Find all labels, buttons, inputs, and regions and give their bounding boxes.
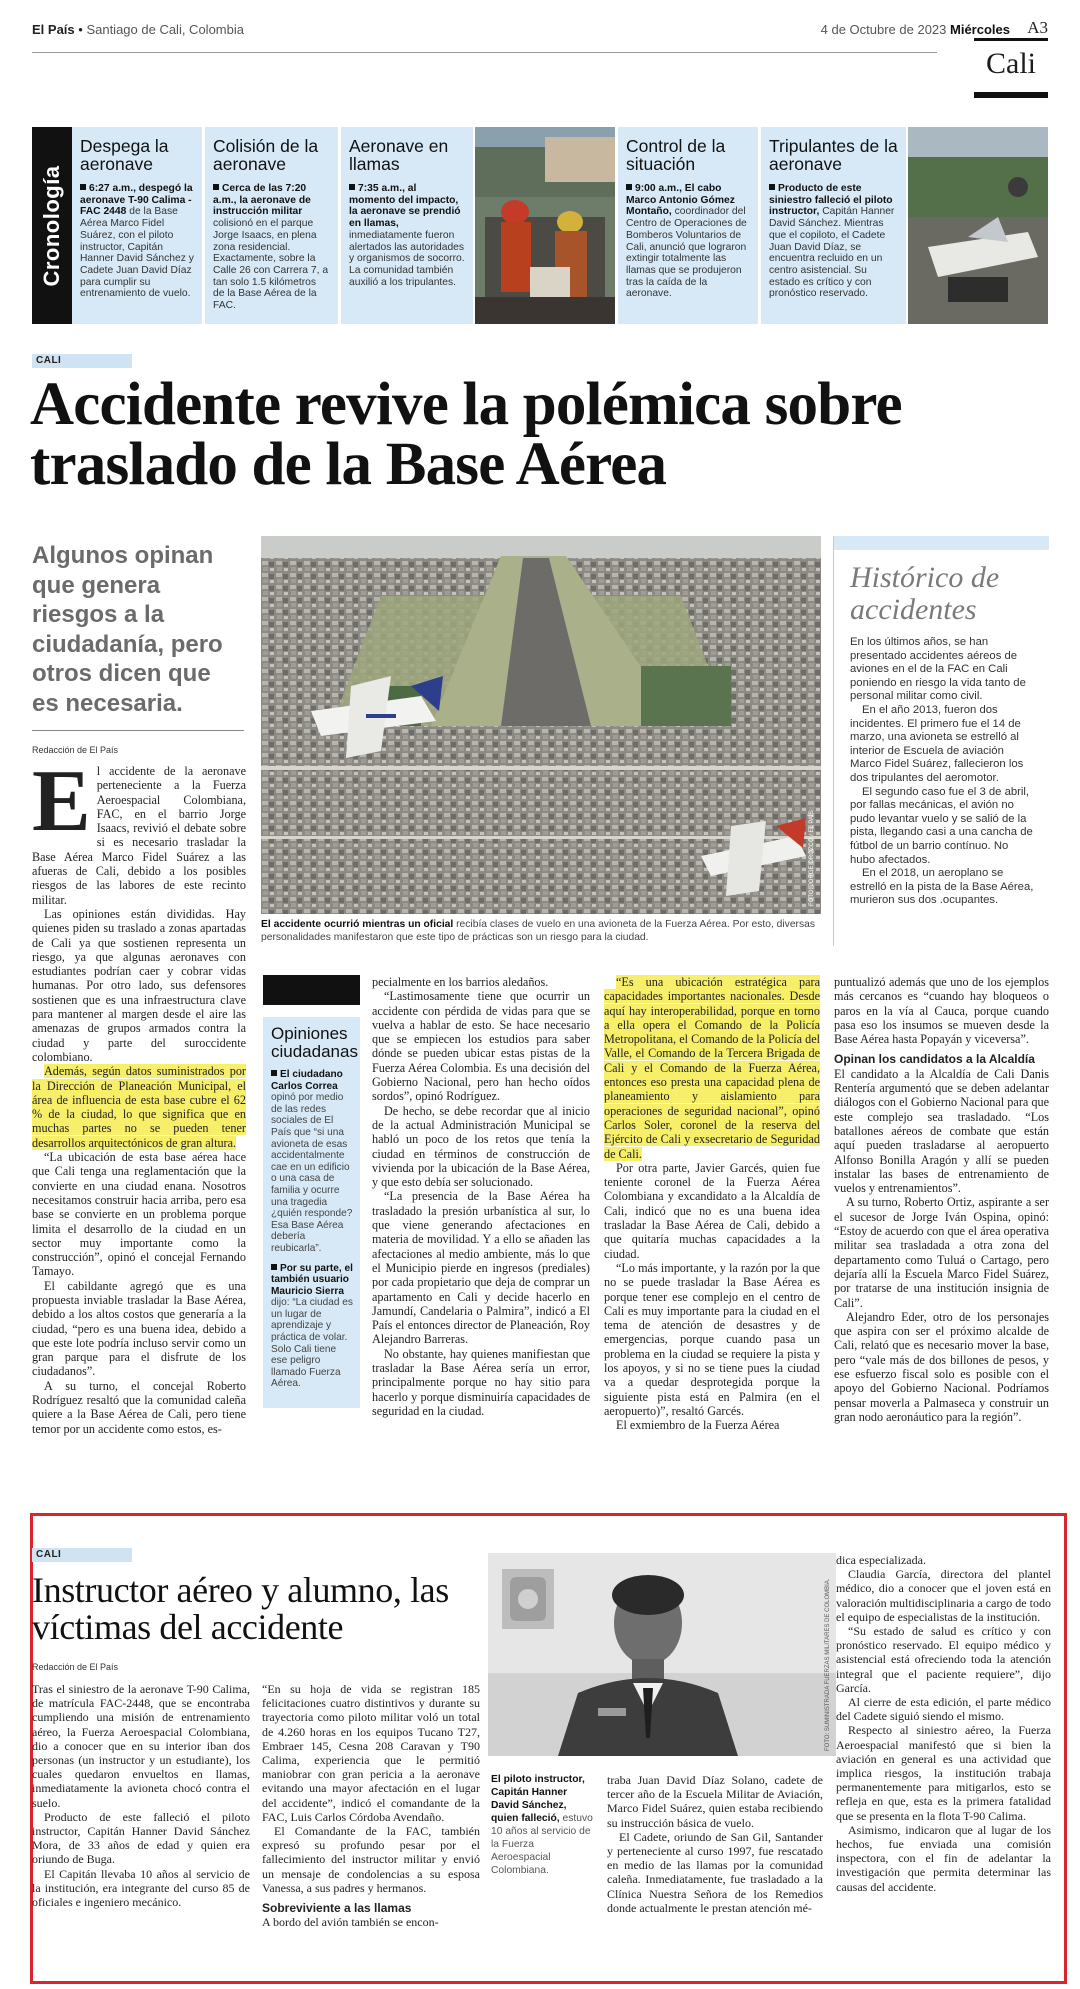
masthead-date: [821, 22, 1010, 37]
opinions-title: Opiniones ciudadanas: [271, 1024, 358, 1061]
section-bar: [974, 92, 1048, 98]
paragraph: “La presencia de la Base Aérea ha trasladado la presión urbanística al sur, lo que viene generando afectaciones en materia de movilidad. Y a ello se añaden las afectaciones al medio ambiente, más lo que el Municipio pierde en ingresos (prediales) por cada propietario que deja de comprar un apartamento en Cali y decide hacerlo en Jamundí, Candelaria o Palmira”, indicó a El País el entonces director de Planeación, Roy Alejandro Barreras.: [372, 1189, 590, 1347]
chronology-item-title: Tripulantes de la aeronave: [769, 136, 898, 174]
subheading: Sobreviviente a las llamas: [262, 1901, 412, 1916]
opinions-bar: [263, 975, 360, 1005]
paragraph: El cabildante agregó que es una propuesta inviable trasladar la Base Aérea, debido a los altos costos que generaría a la ciudad, “pero es una buena idea, debido a que este lote podría incluso servir como un gran parque para el disfrute de los ciudadanos”.: [32, 1278, 246, 1379]
paragraph: [604, 975, 820, 1161]
chronology-label: Cronología: [32, 127, 72, 324]
chronology-item-text: 9:00 a.m., El cabo Marco Antonio Gómez Montaño, coordinador del Centro de Operaciones de Bomberos Voluntarios de Cali, anunció que lograron extingir totalmente las llamas que se produjeron tras la caída de la aeronave.: [626, 183, 747, 300]
subheading: Opinan los candidatos a la Alcaldía: [834, 1052, 1035, 1067]
paragraph: traba Juan David Díaz Solano, cadete de tercer año de la Escuela Militar de Aviación, Marco Fidel Suárez, quien estaba recibiendo su instrucción básica de vuelo.: [607, 1773, 823, 1830]
firefighters-photo: [475, 127, 615, 324]
article-column-3: [604, 975, 820, 1433]
paragraph: El exmiembro de la Fuerza Aérea: [616, 1418, 780, 1433]
chronology-item: [205, 127, 338, 324]
paragraph: Respecto al siniestro aéreo, la Fuerza Aeroespacial manifestó que si bien la aviación en general es una actividad que implica riesgos, la institución trabaja permanentemente para mitigarlos, esto se refleja en que, esta es la primera fatalidad que se presenta en la flota T-90 Calima.: [836, 1723, 1051, 1823]
paragraph: A su turno, Roberto Ortiz, aspirante a ser el sucesor de Jorge Iván Ospina, opinó: “Estoy de acuerdo con que el área operativa militar sea trasladada a otra zona del departamento como Tuluá o Cartago, pero dejaría allí la Escuela Marco Fidel Suárez, por tratarse de una institución insignia de Cali”.: [834, 1195, 1049, 1310]
second-column-3: [607, 1773, 823, 1915]
second-column-4: [836, 1553, 1051, 1894]
airbase-aerial-photo: [261, 536, 821, 914]
paragraph: El accidente de la aeronave perteneciente a la Fuerza Aeroespacial Colombiana, FAC, en el barrio Jorge Isaacs, revivió el debate sobre si es necesario trasladar la Base Aérea Marco Fidel Suárez a las afueras de Cali, debido a los posibles riesgos de las labores de este recinto militar.: [32, 753, 246, 907]
chronology-item: [618, 127, 758, 324]
paragraph: [32, 1064, 246, 1150]
highlighted-text: Además, según datos suministrados por la Dirección de Planeación Municipal, el área de influencia de esta base cubre el 62 % de la ciudad, lo que significa que en muchas partes no se pueden tener desarrollos arquitectónicos de gran altura.: [32, 1064, 246, 1150]
city: Santiago de Cali, Colombia: [86, 22, 244, 37]
paragraph: dica especializada.: [836, 1553, 926, 1567]
photo-credit: FOTO: JORGE OROZCO / EL PAÍS: [809, 810, 815, 906]
paragraph: “Lo más importante, y la razón por la que no se puede trasladar la Base Aérea es porque tener ese complejo en el centro de Cali es muy importante para la ciudad en el tema de atención de desastres y de emergencias, porque cuando pasa un problema en la ciudad se requiere la pista y los apoyos, y si no se tiene pues la ciudad va a quedar desprotegida porque la siguiente pista está en Palmira (en el aeropuerto)”, resaltó Garcés.: [604, 1260, 820, 1418]
history-sidebar: [834, 536, 1049, 946]
opinion-item: El ciudadano Carlos Correa opinó por medio de las redes sociales de El País que “si una avioneta de esas accidentalmente cae en un edificio o una casa de familia y ocurre una tragedia ¿quién responde? Esa Base Aérea debería reubicarla”.: [271, 1069, 353, 1254]
opinion-item: Por su parte, el también usuario Mauricio Sierra dijo: “La ciudad es un lugar de aprendizaje y práctica de volar. Solo Cali tiene ese peligro llamado Fuerza Aérea.: [271, 1262, 353, 1390]
sidebar-title: Histórico de accidentes: [850, 561, 1000, 626]
paragraph: De hecho, se debe recordar que al inicio de la actual Administración Municipal se habló un poco de los retos que tenía la ciudad en términos de construcción de vivienda por la ubicación de la Base Aérea, y que esto debía ser solucionado.: [372, 1103, 590, 1190]
paragraph: “La ubicación de esta base aérea hace que Cali tenga una reglamentación que la convierte en una ciudad enana. Nosotros necesitamos construir hacia arriba, pero esa base se convierte en un problema porque limita el desarrollo de la ciudad en un sector muy importante como la construcción”, opinó el concejal Fernando Tamayo.: [32, 1150, 246, 1279]
second-headline: Instructor aéreo y alumno, las víctimas del accidente: [32, 1570, 449, 1647]
second-column-1: [32, 1682, 250, 1909]
section-tag: CALI: [32, 1548, 132, 1562]
paragraph: A su turno, el concejal Roberto Rodríguez resaltó que la comunidad caleña quiere a la Base Aérea de Cali, pero tiene temor por un accidente como estos, es-: [32, 1378, 246, 1436]
sidebar-text: [834, 636, 1049, 908]
article-column-4: [834, 975, 1049, 1424]
chronology-item-title: Despega la aeronave: [80, 136, 169, 174]
paper-name: El País: [32, 22, 75, 37]
paragraph: Asimismo, indicaron que al lugar de los hechos, fue enviada una comisión inspectora, con el fin de adelantar la investigación que permita determinar las causas del accidente.: [836, 1822, 1051, 1894]
main-headline: Accidente revive la polémica sobre traslado de la Base Aérea: [30, 371, 902, 498]
highlighted-text: “Es una ubicación estratégica para capacidades importantes nacionales. Desde aquí hay interoperabilidad, porque en torno a ella opera el Comando de la Policía Metropolitana, el Comando de la Policía del Valle, el Comando de la Tercera Brigada de Cali y el Comando de la Fuerza Aérea, entonces eso presta una capacidad plena de planeamiento y aislamiento para operaciones de seguridad nacional”, opinó Carlos Soler, coronel de la reserva del Ejército de Cali y exsecretario de Seguridad de Cali.: [604, 975, 820, 1161]
article-column-1: [32, 753, 246, 1436]
paragraph: “Lastimosamente tiene que ocurrir un accidente con pérdida de vidas para que se vuelva a hablar de esto. Se hace necesario que se empiecen los estudios para saber dónde se pueden ubicar estas pistas de la Fuerza Aérea Colombia. Es una decisión del Gobierno Nacional, pero han hecho oídos sordos”, opinó Rodríguez.: [372, 989, 590, 1104]
weekday: Miércoles: [950, 22, 1010, 37]
section-label: [974, 38, 1048, 98]
paragraph: El Comandante de la FAC, también expresó su profundo pesar por el fallecimiento del instructor militar y envió un mensaje de condolencias a su esposa Vanessa, a sus padres y hermanos.: [262, 1824, 480, 1895]
chronology-item-text: Cerca de las 7:20 a.m., la aeronave de instrucción militar colisionó en el parque Jorge Isaacs, en plena zona residencial. Exactamente, sobre la Calle 26 con Carrera 7, a tan solo 1.5 kilómetros de la Base Aérea de la FAC.: [213, 183, 329, 312]
paragraph: pecialmente en los barrios aledaños.: [372, 975, 549, 989]
paragraph: No obstante, hay quienes manifiestan que trasladar la Base Aérea sería un error, principalmente porque no hay sitio para hacerlo y porque disminuiría capacidades de seguridad en la ciudad.: [372, 1346, 590, 1418]
chronology-item-text: 7:35 a.m., al momento del impacto, la aeronave se prendió en llamas, inmediatamente fueron alertados las autoridades y organismos de socorro. La comunidad también auxilió a los tripulantes.: [349, 183, 465, 288]
paragraph: El candidato a la Alcaldía de Cali Danis Rentería argumentó que se deben adelantar diálogos con el Gobierno Nacional para que este complejo sea trasladado. “Los batallones aéreos de combate que están aquí pueden trasladarse al aeropuerto Alfonso Bonilla Aragón y allí se pueden instalar las bases de entrenamiento de vuelos y entrenamientos”.: [834, 1066, 1049, 1196]
date: 4 de Octubre de 2023: [820, 22, 947, 37]
paragraph: En el año 2013, fueron dos incidentes. El primero fue el 14 de marzo, una avioneta se estrelló al interior de Escuela de aviación Marco Fidel Suárez, fallecieron los dos tripulantes del aeromotor.: [850, 703, 1024, 784]
paragraph: “Su estado de salud es crítico y con pronóstico reservado. El equipo médico y asistencial está ofreciendo toda la atención integral que el paciente requiere”, dijo García.: [836, 1624, 1051, 1695]
sidebar-bar: [834, 536, 1049, 550]
paragraph: En el 2018, un aeroplano se estrelló en la pista de la Base Aérea, murieron sus dos .ocupantes.: [850, 867, 1034, 907]
masthead: [32, 22, 244, 37]
chronology-item-title: Colisión de la aeronave: [213, 136, 319, 174]
deck-rule: [32, 730, 244, 731]
paragraph: puntualizó además que uno de los ejemplos más cercanos es “cuando hay bloqueos o paros en la vía al Cauca, porque cuando pasa eso los insumos se mueven desde la Base Aérea hasta Popayán y viceversa”.: [834, 975, 1049, 1047]
chronology-item-title: Control de la situación: [626, 136, 726, 174]
paragraph: Producto de este falleció el piloto instructor, Capitán Hanner David Sánchez Mora, de 33 años de edad y quien era oriundo de Buga.: [32, 1809, 250, 1867]
second-column-2: [262, 1682, 480, 1929]
pilot-portrait: [488, 1553, 836, 1756]
paragraph: A bordo del avión también se encon-: [262, 1915, 439, 1930]
article-column-2: [372, 975, 590, 1418]
masthead-rule: [32, 52, 937, 53]
photo-credit: FOTO: SUMINISTRADA FUERZAS MILITARES DE COLOMBIA.: [825, 1578, 831, 1751]
section-tag: CALI: [32, 354, 132, 368]
page-number: A3: [1027, 18, 1048, 37]
byline: Redacción de El País: [32, 1662, 119, 1672]
chronology-item: [761, 127, 906, 324]
portrait-caption: El piloto instructor, Capitán Hanner David Sánchez, quien falleció, estuvo 10 años al servicio de la Fuerza Aeroespacial Colombiana.: [491, 1774, 593, 1876]
paragraph: El Cadete, oriundo de San Gil, Santander y perteneciente al curso 1997, fue rescatado en medio de las llamas por la comunidad caleña. Inmediatamente, fue trasladado a la Clínica Nuestra Señora de los Remedios donde actualmente le prestan atención mé-: [607, 1829, 823, 1915]
paragraph: “En su hoja de vida se registran 185 felicitaciones cuatro distintivos y durante su trayectoria como piloto militar voló un total de 4.260 horas en los equipos Tucano T27, Embraer 145, Cesna 208 Caravan y T90 Calima, experiencia que le permitió maniobrar con gran pericia a la aeronave evitando una mayor afectación en el lugar del accidente”, indicó el comandante de la FAC, Luis Carlos Córdoba Avendaño.: [262, 1682, 480, 1824]
paragraph: El segundo caso fue el 3 de abril, por fallas mecánicas, el avión no pudo levantar vuelo y se salió de la pista, llegando casi a una cancha de fútbol de un barrio contínuo. No hubo afectados.: [850, 785, 1033, 866]
paragraph: Por otra parte, Javier Garcés, quien fue teniente coronel de la Fuerza Aérea Colombiana y excandidato a la Alcaldía de Cali, indicó que no es una buena idea trasladar la Base Aérea de Cali, debido a que quitaría muchas capacidades a la ciudad.: [604, 1160, 820, 1261]
paragraph: En los últimos años, se han presentado accidentes aéreos de aviones en el de la FAC en Cali poniendo en riesgo la vida tanto de personal militar como civil.: [850, 636, 1026, 703]
bullet: •: [78, 22, 87, 37]
drop-cap: E: [32, 753, 91, 850]
paragraph: Alejandro Eder, otro de los personajes que aspira con ser el próximo alcalde de Cali, relató que es necesario mover la base, pero “vale más de dos billones de pesos, y ese esfuerzo fiscal solo es posible con el apoyo del Gobierno Nacional. Podríamos pensar moverla a Palmaseca y construir un gran nodo aeronáutico para la región”.: [834, 1309, 1049, 1424]
paragraph: El Capitán llevaba 10 años al servicio de la institución, era integrante del curso 85 de oficiales e ingeniero mecánico.: [32, 1866, 250, 1910]
section-name: Cali: [986, 47, 1036, 80]
paragraph: Al cierre de esta edición, el parte médico del Cadete siguió siendo el mismo.: [836, 1695, 1051, 1724]
chronology-item-text: 6:27 a.m., despegó la aeronave T-90 Calima - FAC 2448 de la Base Aérea Marco Fidel Suárez, con el piloto instructor, Capitán Hanner David Sánchez y Cadete Juan David Díaz para cumplir su entrenamiento de vuelo.: [80, 183, 194, 300]
chronology-item-title: Aeronave en llamas: [349, 136, 449, 174]
chronology-item: [341, 127, 473, 324]
photo-caption: El accidente ocurrió mientras un oficial recibía clases de vuelo en una avioneta de la Fuerza Aérea. Por esto, diversas personalidades manifestaron que este tipo de prácticas son un riesgo para la ciudad.: [261, 919, 816, 943]
paragraph: Las opiniones están divididas. Hay quienes piden su traslado a zonas apartadas de Cali ya que sostienen representa un riesgo, ya que algunas aeronaves con estudiantes podrían caer y cobrar vidas humanas. Por otro lado, sus defensores sostienen que es una infraestructura clave para mantener al margen desde el aire las amenazas de grupos armados contra la ciudad y parte del suroccidente colombiano.: [32, 906, 246, 1064]
paragraph: Tras el siniestro de la aeronave T-90 Calima, de matrícula FAC-2448, que se encontraba cumpliendo una misión de entrenamiento aéreo, la Fuerza Aeroespacial Colombiana, dio a conocer que en su interior iban dos personas (un instructor y un estudiante), los cuales quedaron envueltos en llamas, inmediatamente la avioneta chocó contra el suelo.: [32, 1682, 250, 1810]
chronology-item-text: Producto de este siniestro falleció el piloto instructor, Capitán Hanner David Sánchez. Mientras que el copiloto, el Cadete Juan David Díaz, se encuentra recluido en un centro asistencial. Su estado es crítico y con pronóstico reservado.: [769, 183, 895, 300]
deck: Algunos opinan que genera riesgos a la ciudadanía, pero otros dicen que es necesaria.: [32, 542, 223, 717]
byline: Redacción de El País: [32, 745, 119, 755]
wreckage-photo: [908, 127, 1048, 324]
opinions-box: [263, 975, 360, 1455]
chronology-item: [72, 127, 202, 324]
paragraph: Claudia García, directora del plantel médico, dio a conocer que el joven está en valoración multidisciplinaria a cargo de todo el equipo de especialistas de la institución.: [836, 1567, 1051, 1624]
